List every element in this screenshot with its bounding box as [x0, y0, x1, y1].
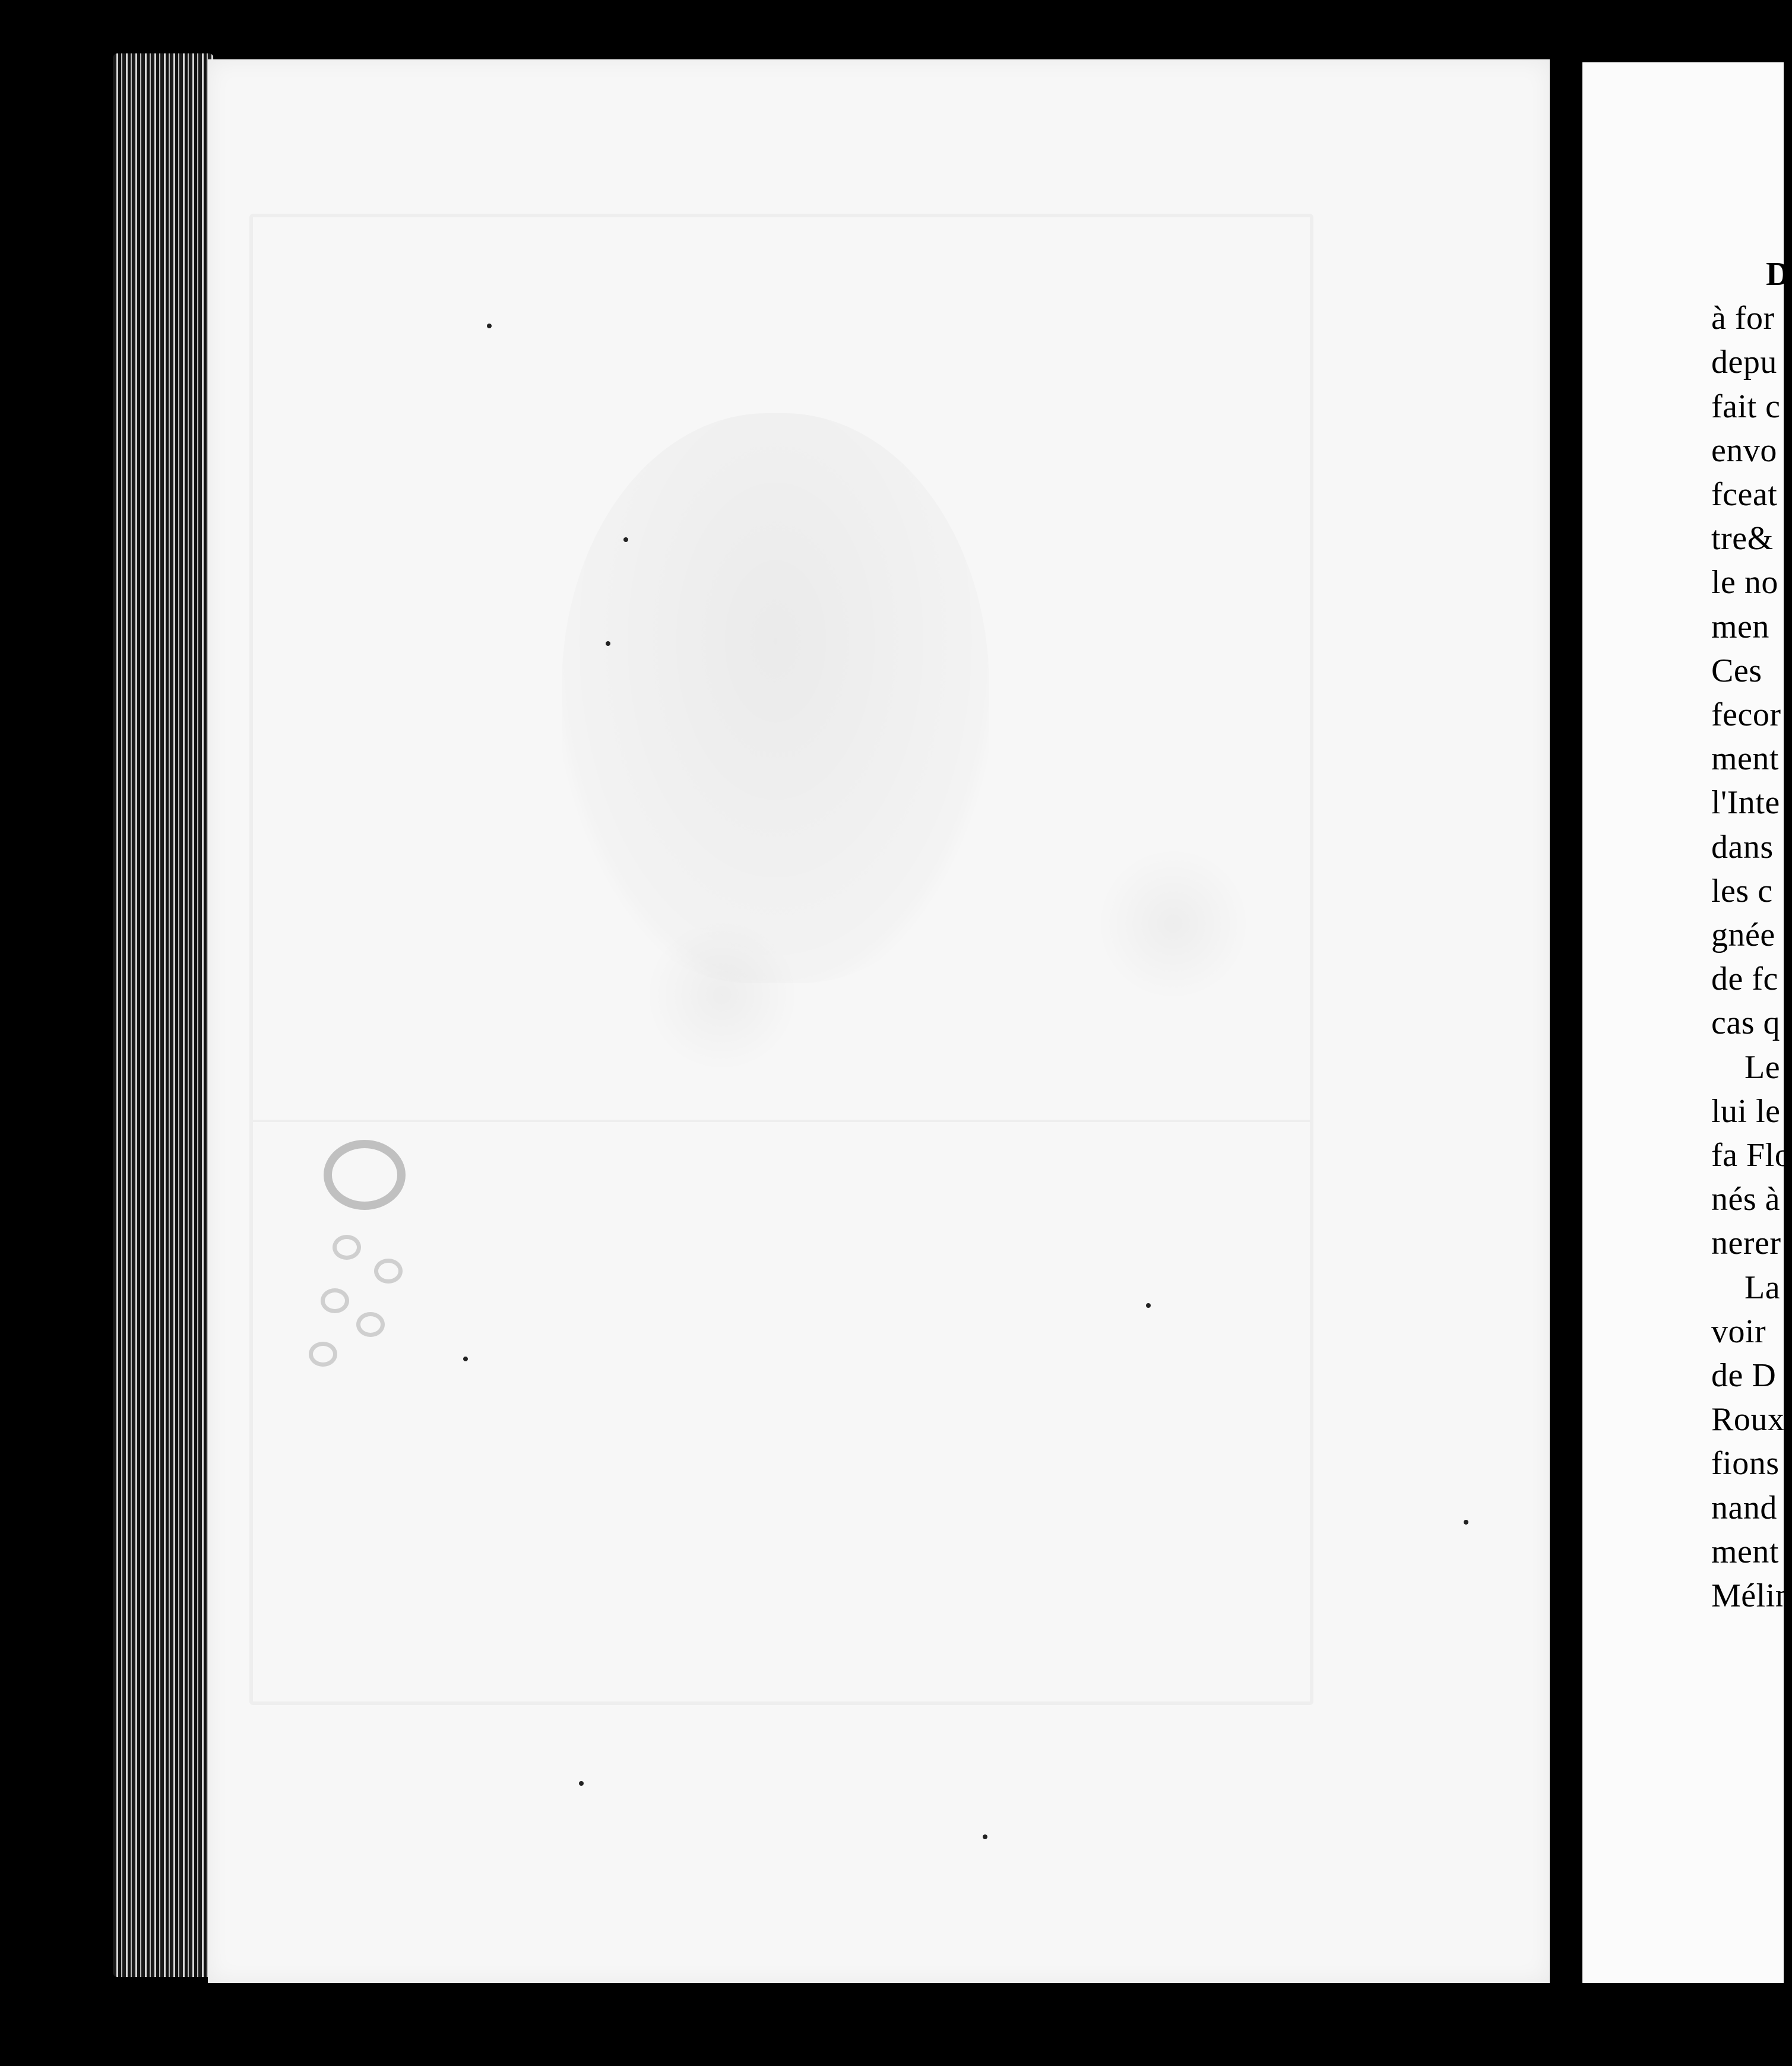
dust-speck [606, 641, 610, 646]
bleed-through-rule [253, 1120, 1310, 1122]
text-line: à for [1711, 300, 1775, 337]
book-page-edges [113, 53, 214, 1977]
text-line: Mélin [1711, 1577, 1792, 1615]
dust-speck [463, 1357, 468, 1361]
text-line: de fc [1711, 961, 1778, 998]
dust-speck [487, 324, 492, 328]
text-line: D [1766, 256, 1790, 293]
text-line: voir [1711, 1313, 1766, 1350]
text-line: fa Flo [1711, 1137, 1792, 1174]
text-line: fions [1711, 1445, 1780, 1482]
text-line: nerer [1711, 1225, 1781, 1262]
text-line: ment [1711, 1533, 1779, 1570]
text-line: La [1744, 1269, 1781, 1306]
engraving-bleed-through [249, 214, 1313, 1705]
text-line: ment [1711, 740, 1779, 778]
text-line: nand [1711, 1489, 1777, 1526]
text-line: fecor [1711, 696, 1781, 734]
text-line: l'Inte [1711, 784, 1780, 822]
dust-speck [1146, 1303, 1151, 1308]
text-line: le no [1711, 564, 1778, 601]
text-line: cas q [1711, 1005, 1781, 1042]
right-page-text [1711, 252, 1792, 1618]
dust-speck [1464, 1520, 1468, 1525]
text-line: fceat [1711, 476, 1778, 514]
dust-speck [579, 1781, 584, 1786]
text-line: Roux [1711, 1401, 1785, 1438]
text-line: men [1711, 608, 1769, 645]
dust-speck [623, 537, 628, 542]
text-line: envo [1711, 432, 1777, 469]
library-stamp [324, 1140, 406, 1210]
text-line: gnée [1711, 917, 1775, 954]
bleed-through-roundel [1096, 847, 1250, 1001]
text-line: les c [1711, 872, 1773, 910]
text-line: tre& [1711, 520, 1774, 557]
text-line: de D [1711, 1357, 1777, 1395]
book-gutter [1550, 47, 1582, 2007]
bleed-through-roundel [645, 918, 799, 1072]
text-line: Le [1744, 1048, 1781, 1086]
text-line: fait c [1711, 388, 1781, 425]
text-line: Ces [1711, 652, 1762, 689]
text-line: lui le [1711, 1092, 1781, 1130]
stamp-impressions [297, 1223, 416, 1377]
bleed-through-portrait [562, 413, 989, 983]
text-line: depu [1711, 344, 1777, 381]
dust-speck [983, 1834, 987, 1839]
text-line: dans [1711, 828, 1774, 866]
text-line: nés à [1711, 1181, 1781, 1218]
